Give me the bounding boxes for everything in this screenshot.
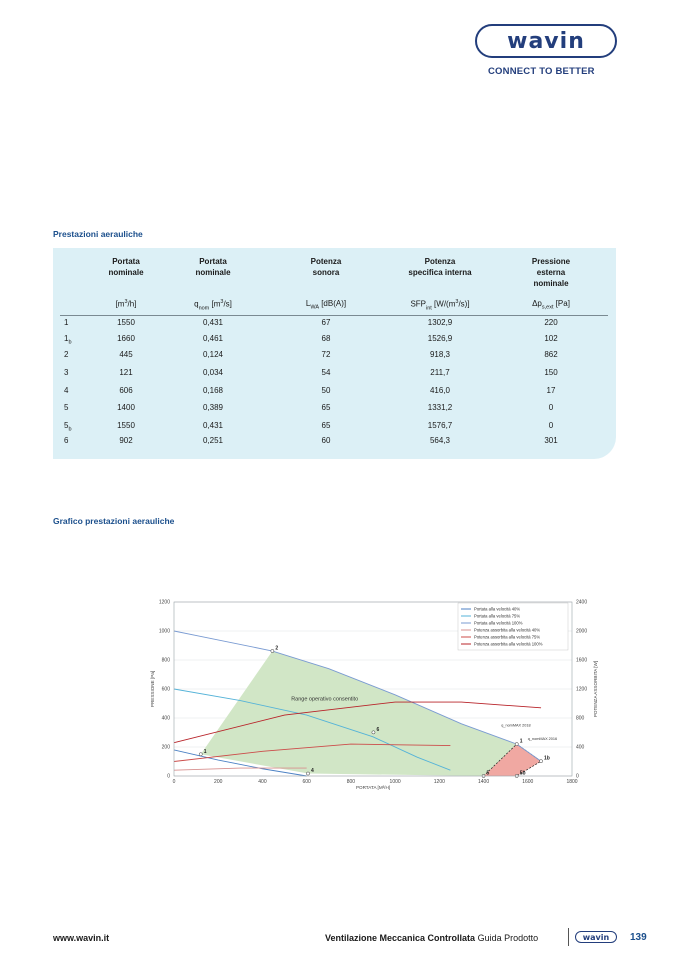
table-cell: 902 (119, 436, 133, 445)
point-label: 1 (203, 748, 207, 755)
table-cell: 301 (544, 436, 558, 445)
table-cell: 60 (321, 436, 331, 445)
table-cell: 862 (544, 350, 558, 359)
table-header-1: Portata nominale (108, 257, 144, 277)
table-cell: 606 (119, 386, 133, 395)
y2-tick-label: 2400 (576, 599, 588, 606)
x-tick-label: 200 (214, 779, 223, 785)
point-label: 5b (519, 770, 526, 777)
table-cell: 65 (321, 403, 331, 412)
table-cell: 211,7 (430, 368, 450, 377)
x-tick-label: 600 (302, 779, 311, 785)
tagline: CONNECT TO BETTER (488, 66, 595, 77)
y2-axis-title: POTENZA ASSORBITA [W] (593, 660, 598, 718)
table-row-label: 1 (64, 318, 69, 327)
legend-entry: Portata alla velocità 75% (474, 613, 521, 619)
legend-entry: Portata alla velocità 100% (474, 620, 523, 626)
x-tick-label: 0 (172, 779, 176, 785)
table-cell: 1400 (117, 403, 135, 412)
chart-section-title: Grafico prestazioni aerauliche (53, 516, 175, 526)
table-cell: 68 (321, 334, 331, 343)
table-cell: 0 (548, 421, 554, 430)
table-cell: 72 (321, 350, 331, 359)
qnom-label: q_nomMAX 2018 (501, 723, 531, 728)
table-cell: 17 (546, 386, 556, 395)
footer-separator (568, 928, 569, 946)
point-label: 4 (310, 768, 314, 775)
legend-entry: Potenza assorbita alla velocità 100% (474, 641, 543, 647)
y2-tick-label: 0 (576, 773, 579, 780)
y2-tick-label: 2000 (576, 628, 588, 635)
table-cell: 54 (321, 368, 331, 377)
table-cell: 1302,9 (427, 318, 453, 327)
table-unit-4: $SFP_{int}$ $[W/(m^3/s)]$ (410, 299, 470, 312)
table-cell: 0,251 (202, 436, 224, 445)
performance-chart (140, 595, 600, 795)
y-tick-label: 1200 (158, 599, 170, 606)
table-header-3: Potenza sonora (310, 257, 342, 277)
table-row-label: 5 (64, 403, 69, 412)
y-axis-title: PRESSIONE [Pa] (150, 670, 155, 708)
footer-title-rest: Guida Prodotto (477, 933, 539, 943)
table-cell: 0 (548, 403, 554, 412)
logo-text: wavin (507, 28, 585, 54)
table-cell: 1660 (117, 334, 135, 343)
operating-point (199, 753, 202, 756)
legend-entry: Portata alla velocità 40% (474, 606, 521, 612)
x-tick-label: 400 (258, 779, 267, 785)
table-cell: 67 (321, 318, 331, 327)
table-cell: 0,431 (202, 318, 224, 327)
y-tick-label: 200 (161, 744, 170, 751)
operating-point (372, 731, 375, 734)
qnom-label: q_nomMAX 2016 (527, 736, 558, 741)
y-tick-label: 0 (167, 773, 170, 780)
y2-tick-label: 1600 (576, 657, 588, 664)
table-cell: 1550 (117, 421, 135, 430)
table-cell: 0,389 (202, 403, 224, 412)
page-number: 139 (630, 932, 647, 943)
footer-logo (575, 931, 617, 943)
y2-tick-label: 1200 (576, 686, 588, 693)
y-tick-label: 1000 (158, 628, 170, 635)
operating-point (306, 772, 309, 775)
x-tick-label: 800 (346, 779, 356, 785)
y-tick-label: 800 (161, 657, 170, 664)
table-row-label: $5_b$ (64, 421, 72, 433)
footer-title (325, 933, 538, 943)
table-cell: 121 (119, 368, 133, 377)
range-label: Range operativo consentito (291, 696, 359, 703)
table-cell: 1526,9 (427, 334, 453, 343)
table-row-label: 2 (64, 350, 69, 359)
footer-url[interactable]: www.wavin.it (53, 933, 110, 943)
wavin-logo (475, 24, 617, 58)
x-axis-title: PORTATA [M³/H] (355, 785, 391, 790)
table-unit-1: $[m^3/h]$ (115, 299, 137, 309)
table-cell: 564,3 (429, 436, 451, 445)
table-cell: 65 (321, 421, 331, 430)
table-cell: 102 (544, 334, 558, 343)
legend-entry: Potenza assorbita alla velocità 75% (474, 634, 541, 640)
y-tick-label: 400 (161, 715, 170, 722)
y2-tick-label: 800 (576, 715, 585, 722)
x-tick-label: 1000 (389, 779, 401, 785)
operating-point (271, 649, 274, 652)
table-header-4: Potenza specifica interna (408, 257, 472, 277)
table-unit-3: $L_{WA}$ [dB(A)] (305, 299, 347, 311)
y-tick-label: 600 (161, 686, 170, 693)
table-header-divider (60, 315, 608, 316)
table-cell: 1576,7 (427, 421, 453, 430)
footer-title-bold: Ventilazione Meccanica Controllata (325, 933, 476, 943)
table-cell: 0,124 (202, 350, 224, 359)
table-cell: 918,3 (429, 350, 451, 359)
table-row-label: 3 (64, 368, 69, 377)
table-header-2: Portata nominale (195, 257, 231, 277)
table-cell: 1331,2 (427, 403, 453, 412)
table-row-label: $1_b$ (64, 334, 72, 346)
y2-tick-label: 400 (576, 744, 585, 751)
table-header-5: Pressione esterna nominale (531, 257, 571, 288)
table-cell: 1550 (117, 318, 135, 327)
x-tick-label: 1800 (566, 779, 578, 785)
x-tick-label: 1600 (522, 779, 534, 785)
operating-point (539, 760, 542, 763)
table-cell: 0,431 (202, 421, 224, 430)
point-label: 5 (486, 770, 490, 777)
table-cell: 445 (119, 350, 133, 359)
point-label: 6 (376, 726, 380, 733)
table-cell: 0,168 (202, 386, 224, 395)
table-row-label: 4 (64, 386, 69, 395)
table-unit-5: $\Delta p_{s,ext}$ [Pa] (532, 299, 570, 311)
table-cell: 50 (321, 386, 331, 395)
operating-point (515, 743, 518, 746)
x-tick-label: 1200 (433, 779, 445, 785)
table-unit-2: $q_{nom}$ $[m^3/s]$ (194, 299, 232, 312)
table-cell: 220 (544, 318, 558, 327)
legend-entry: Potenza assorbita alla velocità 40% (474, 627, 541, 633)
footer-logo-text: wavin (582, 932, 610, 942)
table-cell: 150 (544, 368, 558, 377)
point-label: 1 (519, 738, 523, 745)
point-label: 1b (544, 755, 550, 762)
table-cell: 0,461 (202, 334, 224, 343)
table-cell: 416,0 (429, 386, 451, 395)
table-cell: 0,034 (202, 368, 224, 377)
x-tick-label: 1400 (477, 779, 490, 785)
table-row-label: 6 (64, 436, 69, 445)
point-label: 2 (275, 645, 279, 652)
table-section-title: Prestazioni aerauliche (53, 229, 143, 239)
